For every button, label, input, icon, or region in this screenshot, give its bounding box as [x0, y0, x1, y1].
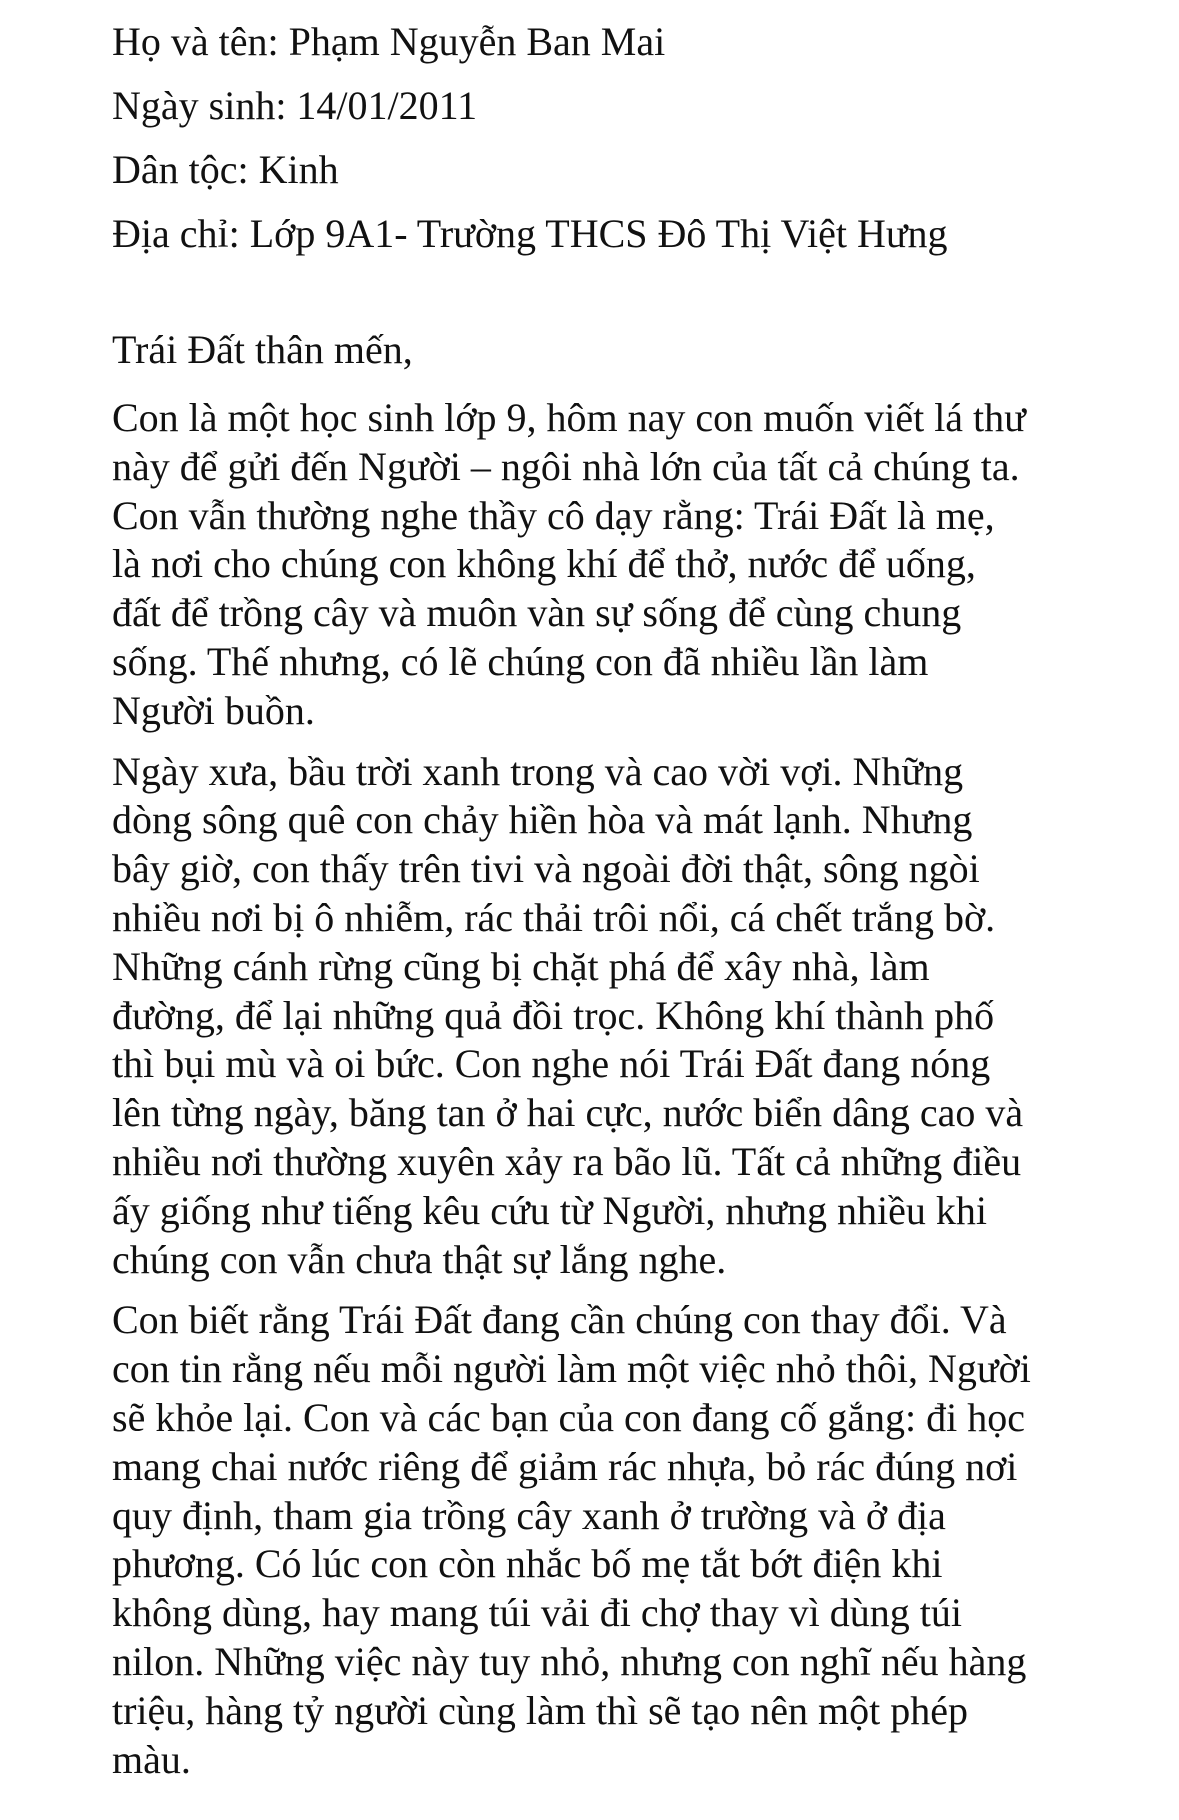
text-line: nilon. Những việc này tuy nhỏ, nhưng con nghĩ nếu hàng	[112, 1638, 1027, 1684]
letter-document	[112, 10, 1072, 1784]
text-line: đất để trồng cây và muôn vàn sự sống để cùng chung	[112, 590, 962, 636]
text-line: Con là một học sinh lớp 9, hôm nay con muốn viết lá thư	[112, 395, 1026, 440]
address-line: Địa chỉ: Lớp 9A1- Trường THCS Đô Thị Việt Hưng	[112, 211, 948, 256]
text-line: sẽ khỏe lại. Con và các bạn của con đang cố gắng: đi học	[112, 1394, 1026, 1440]
text-line: quy định, tham gia trồng cây xanh ở trường và ở địa	[112, 1492, 946, 1538]
paragraph-1	[112, 394, 1072, 736]
text-line: đường, để lại những quả đồi trọc. Không khí thành phố	[112, 992, 995, 1038]
birth-date-line: Ngày sinh: 14/01/2011	[112, 83, 478, 128]
text-line: phương. Có lúc con còn nhắc bố mẹ tắt bớt điện khi	[112, 1541, 943, 1587]
text-line: thì bụi mù và oi bức. Con nghe nói Trái Đất đang nóng	[112, 1041, 991, 1087]
name-line: Họ và tên: Phạm Nguyễn Ban Mai	[112, 19, 666, 64]
text-line: này để gửi đến Người – ngôi nhà lớn của tất cả chúng ta.	[112, 443, 1020, 489]
ethnicity-line: Dân tộc: Kinh	[112, 147, 339, 192]
text-line: Con vẫn thường nghe thầy cô dạy rằng: Trái Đất là mẹ,	[112, 492, 995, 538]
text-line: màu.	[112, 1736, 191, 1782]
text-line: Con biết rằng Trái Đất đang cần chúng con thay đổi. Và	[112, 1297, 1007, 1343]
text-line: lên từng ngày, băng tan ở hai cực, nước biển dâng cao và	[112, 1090, 1024, 1136]
text-line: là nơi cho chúng con không khí để thở, nước để uống,	[112, 541, 976, 587]
text-line: Người buồn.	[112, 687, 315, 733]
text-line: không dùng, hay mang túi vải đi chợ thay vì dùng túi	[112, 1590, 962, 1636]
text-line: chúng con vẫn chưa thật sự lắng nghe.	[112, 1236, 727, 1282]
text-line: Những cánh rừng cũng bị chặt phá để xây nhà, làm	[112, 943, 930, 989]
text-line: bây giờ, con thấy trên tivi và ngoài đời thật, sông ngòi	[112, 846, 980, 892]
text-line: nhiều nơi bị ô nhiễm, rác thải trôi nổi, cá chết trắng bờ.	[112, 894, 996, 940]
text-line: sống. Thế nhưng, có lẽ chúng con đã nhiều lần làm	[112, 638, 929, 684]
text-line: dòng sông quê con chảy hiền hòa và mát lạnh. Nhưng	[112, 797, 973, 843]
paragraph-2	[112, 748, 1072, 1285]
text-line: triệu, hàng tỷ người cùng làm thì sẽ tạo nên một phép	[112, 1687, 968, 1733]
text-line: con tin rằng nếu mỗi người làm một việc nhỏ thôi, Người	[112, 1346, 1031, 1392]
text-line: mang chai nước riêng để giảm rác nhựa, bỏ rác đúng nơi	[112, 1443, 1018, 1489]
text-line: ấy giống như tiếng kêu cứu từ Người, nhưng nhiều khi	[112, 1187, 987, 1233]
paragraph-3	[112, 1296, 1072, 1784]
text-line: Ngày xưa, bầu trời xanh trong và cao vời vợi. Những	[112, 748, 964, 794]
text-line: nhiều nơi thường xuyên xảy ra bão lũ. Tất cả những điều	[112, 1138, 1022, 1184]
salutation: Trái Đất thân mến,	[112, 327, 413, 372]
